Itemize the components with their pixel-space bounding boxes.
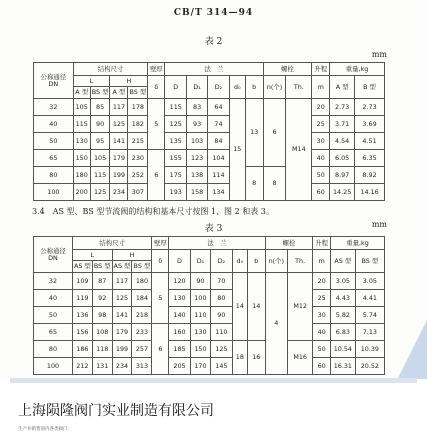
table-cell: 257: [132, 341, 152, 358]
table-cell: 186: [72, 341, 92, 358]
table2-unit: mm: [371, 50, 387, 59]
table-row: [34, 324, 385, 341]
table-cell: 90: [211, 307, 232, 324]
table-cell: 6: [263, 99, 286, 167]
table-cell: 6.35: [355, 150, 385, 167]
table-cell: 212: [72, 358, 92, 375]
table-cell: 64: [208, 99, 230, 116]
table-cell: 3.05: [355, 273, 384, 290]
table-cell: 215: [128, 133, 148, 150]
weight-a-header: AS 型: [331, 250, 356, 273]
table-cell: 117: [112, 273, 132, 290]
table-cell: 130: [169, 290, 190, 307]
table-cell: 5: [148, 99, 165, 150]
table-cell: 160: [169, 324, 190, 341]
section-paragraph: 3.4 AS 型、BS 型节流阀的结构和基本尺寸按图 1、图 2 和表 3。: [32, 207, 274, 216]
table-cell: 233: [132, 324, 152, 341]
table-cell: 120: [169, 273, 190, 290]
table3-header-row: [34, 250, 385, 261]
table-cell: 145: [211, 358, 232, 375]
table-cell: 125: [211, 341, 232, 358]
table-cell: 85: [90, 99, 110, 116]
weight-a-header: A 型: [330, 76, 355, 99]
table-cell: 60: [312, 184, 330, 201]
table-cell: 14.16: [355, 184, 385, 201]
d1-header: D₁: [190, 250, 210, 273]
table-cell: 125: [165, 116, 187, 133]
table-cell: 65: [34, 150, 74, 167]
table-row: [34, 116, 385, 133]
table-cell: 110: [211, 324, 232, 341]
table-cell: 218: [132, 307, 152, 324]
m-header: m: [312, 76, 330, 99]
table-cell: 40: [34, 116, 74, 133]
table-cell: 125: [112, 290, 132, 307]
table-cell: 205: [169, 358, 190, 375]
table-cell: 40: [34, 290, 73, 307]
table-row: [34, 133, 385, 150]
struct-header: 结构尺寸: [72, 237, 151, 250]
table-cell: 10.39: [355, 341, 384, 358]
table-cell: 7.13: [355, 324, 384, 341]
table-cell: 8.97: [330, 167, 355, 184]
bolt-header: 螺栓: [265, 237, 313, 250]
table-cell: 4: [265, 273, 288, 375]
table-cell: 150: [190, 341, 210, 358]
table-cell: 180: [73, 167, 90, 184]
table-cell: 95: [90, 133, 110, 150]
table-cell: 18: [232, 341, 248, 375]
table-cell: 2.73: [330, 99, 355, 116]
table-cell: 104: [208, 150, 230, 167]
decorative-corner: [397, 320, 427, 380]
table-cell: 6: [152, 324, 169, 375]
table-cell: 170: [190, 358, 210, 375]
table-cell: 10.54: [331, 341, 356, 358]
standard-number: CB/T 314—94: [173, 8, 254, 18]
lift-header: 升程: [313, 237, 331, 250]
table-cell: 2.73: [355, 99, 385, 116]
table-cell: 20: [313, 273, 331, 290]
table-cell: 14: [248, 273, 265, 341]
table-cell: 115: [73, 116, 90, 133]
n-header: n(个): [263, 76, 286, 99]
table-cell: 60: [313, 358, 331, 375]
table-row: [34, 99, 385, 116]
table-cell: M16: [288, 341, 313, 375]
table-cell: 4.41: [355, 290, 384, 307]
table-cell: 30: [312, 133, 330, 150]
table-cell: 193: [165, 184, 187, 201]
table-cell: 200: [73, 184, 90, 201]
table2: [33, 62, 385, 201]
table-cell: 14.25: [330, 184, 355, 201]
table-cell: 158: [187, 184, 208, 201]
d-header: D: [165, 76, 187, 99]
table2-caption: 表 2: [204, 37, 223, 47]
table-cell: M12: [288, 273, 313, 341]
dn-header: 公称通径 DN: [34, 237, 73, 273]
table-cell: 3.05: [331, 273, 356, 290]
table-cell: 74: [208, 116, 230, 133]
table-cell: 13: [245, 99, 263, 167]
weight-header: 重量,kg: [331, 237, 385, 250]
table-row: [34, 184, 385, 201]
footer-divider: [10, 378, 417, 383]
bolt-header: 螺栓: [263, 63, 312, 76]
table-cell: 16: [248, 341, 265, 375]
d2-header: D₂: [208, 76, 230, 99]
b-header: b: [248, 250, 265, 273]
b-header: b: [245, 76, 263, 99]
d2-header: D₂: [211, 250, 232, 273]
l-bs-header: BS 型: [90, 87, 110, 99]
h-header: H: [110, 76, 148, 87]
table2-header-row: [34, 76, 385, 87]
table-cell: 92: [92, 290, 112, 307]
table-cell: 234: [110, 184, 128, 201]
table-cell: 178: [128, 99, 148, 116]
table-cell: 25: [312, 116, 330, 133]
table-cell: 141: [112, 307, 132, 324]
delta-header: δ: [152, 250, 169, 273]
lift-header: 升程: [312, 63, 330, 76]
l-header: L: [72, 250, 112, 261]
table-cell: 199: [112, 341, 132, 358]
table-row: [34, 358, 385, 375]
table-cell: 15: [229, 99, 245, 201]
table-cell: 4.43: [331, 290, 356, 307]
table-cell: 50: [312, 167, 330, 184]
table-cell: 80: [34, 167, 74, 184]
struct-header: 结构尺寸: [73, 63, 148, 76]
table-cell: 3.71: [330, 116, 355, 133]
h-as-header: AS 型: [112, 261, 132, 273]
table-cell: 105: [73, 99, 90, 116]
l-bs-header: BS 型: [92, 261, 112, 273]
table-cell: 179: [110, 150, 128, 167]
table-cell: 65: [34, 324, 73, 341]
d0-header: d₀: [229, 76, 245, 99]
h-a-header: A 型: [110, 87, 128, 99]
table-cell: 70: [211, 273, 232, 290]
flange-header: 法 兰: [169, 237, 265, 250]
table-cell: 100: [190, 290, 210, 307]
table-cell: 40: [313, 324, 331, 341]
table-cell: 5: [152, 273, 169, 324]
table-cell: 103: [187, 133, 208, 150]
table-cell: 131: [92, 358, 112, 375]
flange-header: 法 兰: [165, 63, 263, 76]
table-cell: 138: [187, 167, 208, 184]
table-cell: 5.74: [355, 307, 384, 324]
table-cell: 115: [90, 167, 110, 184]
d0-header: d₀: [232, 250, 248, 273]
table-row: [34, 273, 385, 290]
table-row: [34, 167, 385, 184]
table-cell: 16.31: [331, 358, 356, 375]
d1-header: D₁: [187, 76, 208, 99]
table-cell: 8.92: [355, 167, 385, 184]
table-cell: 175: [165, 167, 187, 184]
table-cell: 100: [34, 184, 74, 201]
table-cell: 185: [169, 341, 190, 358]
company-tagline: 生产并销售国内各类阀门: [18, 427, 68, 432]
table-cell: 6: [148, 150, 165, 201]
table-cell: 114: [208, 167, 230, 184]
table-cell: 130: [190, 324, 210, 341]
table-cell: 156: [72, 324, 92, 341]
table-cell: 179: [112, 324, 132, 341]
table-cell: 234: [112, 358, 132, 375]
table-cell: 230: [128, 150, 148, 167]
table-cell: 135: [165, 133, 187, 150]
th-header: Th.: [286, 76, 312, 99]
table-cell: 108: [92, 324, 112, 341]
table-cell: 109: [72, 273, 92, 290]
table-cell: 182: [128, 116, 148, 133]
th-header: Th.: [288, 250, 313, 273]
table-cell: 115: [165, 99, 187, 116]
table-cell: 134: [208, 184, 230, 201]
n-header: n(个): [265, 250, 288, 273]
table-cell: 119: [72, 290, 92, 307]
table-cell: 5.82: [331, 307, 356, 324]
table-cell: 8: [245, 167, 263, 201]
table-cell: 90: [190, 273, 210, 290]
table-cell: 130: [73, 133, 90, 150]
table-cell: 50: [34, 133, 74, 150]
table-cell: 307: [128, 184, 148, 201]
table-cell: 313: [132, 358, 152, 375]
delta-header: δ: [148, 76, 165, 99]
table-cell: 40: [312, 150, 330, 167]
table-cell: 199: [110, 167, 128, 184]
table-cell: 140: [169, 307, 190, 324]
table-cell: 14: [232, 273, 248, 341]
table-cell: 20.52: [355, 358, 384, 375]
table-cell: 105: [90, 150, 110, 167]
table-row: [34, 150, 385, 167]
table-cell: 80: [211, 290, 232, 307]
table-cell: 123: [187, 150, 208, 167]
table-cell: 4.51: [355, 133, 385, 150]
table-row: [34, 307, 385, 324]
table-cell: 50: [34, 307, 73, 324]
table-cell: 6.83: [331, 324, 356, 341]
table-cell: 252: [128, 167, 148, 184]
table-cell: 25: [313, 290, 331, 307]
weight-header: 重量,kg: [330, 63, 385, 76]
table-cell: 110: [190, 307, 210, 324]
dn-header: 公称通径 DN: [34, 63, 74, 99]
table-row: [34, 290, 385, 307]
table-cell: 93: [187, 116, 208, 133]
table-cell: 150: [73, 150, 90, 167]
table-cell: 87: [92, 273, 112, 290]
table-cell: 20: [312, 99, 330, 116]
table-cell: 136: [72, 307, 92, 324]
table-cell: 32: [34, 99, 74, 116]
table-cell: 117: [110, 99, 128, 116]
table-cell: 80: [34, 341, 73, 358]
table-cell: 84: [208, 133, 230, 150]
table-cell: 50: [313, 341, 331, 358]
table-cell: 4.54: [330, 133, 355, 150]
weight-b-header: BS 型: [355, 250, 384, 273]
table3-caption: 表 3: [204, 224, 223, 234]
d-header: D: [169, 250, 190, 273]
h-header: H: [112, 250, 152, 261]
table3-header-row: [34, 237, 385, 250]
table-cell: 32: [34, 273, 73, 290]
wall-header: 壁厚: [152, 237, 169, 250]
table-cell: 180: [132, 273, 152, 290]
company-name: 上海陨隆阀门实业制造有限公司: [18, 403, 214, 419]
table-cell: 125: [110, 116, 128, 133]
table-cell: 30: [313, 307, 331, 324]
table2-header-row: [34, 63, 385, 76]
table-cell: 184: [132, 290, 152, 307]
l-header: L: [73, 76, 110, 87]
table-row: [34, 341, 385, 358]
table-cell: 8: [263, 167, 286, 201]
l-a-header: A 型: [73, 87, 90, 99]
table3-unit: mm: [371, 220, 387, 229]
table-cell: 90: [90, 116, 110, 133]
table-cell: 100: [34, 358, 73, 375]
table3: [33, 236, 385, 375]
table-cell: 141: [110, 133, 128, 150]
h-bs-header: BS 型: [128, 87, 148, 99]
table-cell: 6.05: [330, 150, 355, 167]
l-as-header: AS 型: [72, 261, 92, 273]
m-header: m: [313, 250, 331, 273]
table-cell: 83: [187, 99, 208, 116]
wall-header: 壁厚: [148, 63, 165, 76]
table-cell: 3.69: [355, 116, 385, 133]
table-cell: 125: [90, 184, 110, 201]
weight-b-header: B 型: [355, 76, 385, 99]
table-cell: 118: [92, 341, 112, 358]
table-cell: 98: [92, 307, 112, 324]
h-bs-header: BS 型: [132, 261, 152, 273]
table-cell: M14: [286, 99, 312, 201]
table-cell: 155: [165, 150, 187, 167]
